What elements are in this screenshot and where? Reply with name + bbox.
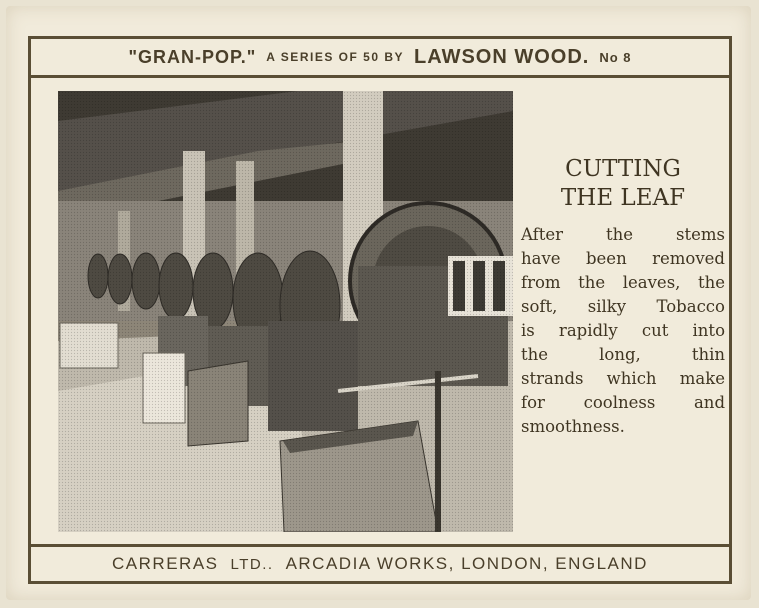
card-title: [523, 155, 723, 213]
card-description: [521, 223, 725, 439]
description-line: is rapidly cut into: [521, 321, 725, 340]
description-line: soft, silky Tobacco: [521, 297, 725, 316]
cigarette-card: [6, 6, 751, 600]
description-line: from the leaves, the: [521, 273, 725, 292]
company-name: CARRERAS: [112, 554, 219, 573]
description-line: smoothness.: [521, 417, 625, 436]
artist-name: LAWSON WOOD.: [414, 45, 590, 68]
description-line: strands which make: [521, 369, 725, 388]
title-line-1: CUTTING: [565, 156, 681, 182]
card-number: No 8: [599, 49, 632, 65]
card-frame: [28, 36, 732, 584]
description-line: for coolness and: [521, 393, 725, 412]
series-title: "GRAN-POP.": [128, 46, 257, 67]
card-footer: [31, 544, 729, 581]
description-line: After the stems: [521, 225, 725, 244]
title-line-2: THE LEAF: [560, 185, 686, 211]
card-header: [31, 39, 729, 78]
company-address: ARCADIA WORKS, LONDON, ENGLAND: [285, 554, 648, 573]
company-ltd: LTD..: [230, 555, 274, 573]
machinery-illustration: [58, 91, 513, 532]
factory-photo: [58, 91, 513, 532]
series-info: A SERIES OF 50 BY: [266, 50, 405, 64]
description-line: have been removed: [521, 249, 725, 268]
description-line: the long, thin: [521, 345, 725, 364]
